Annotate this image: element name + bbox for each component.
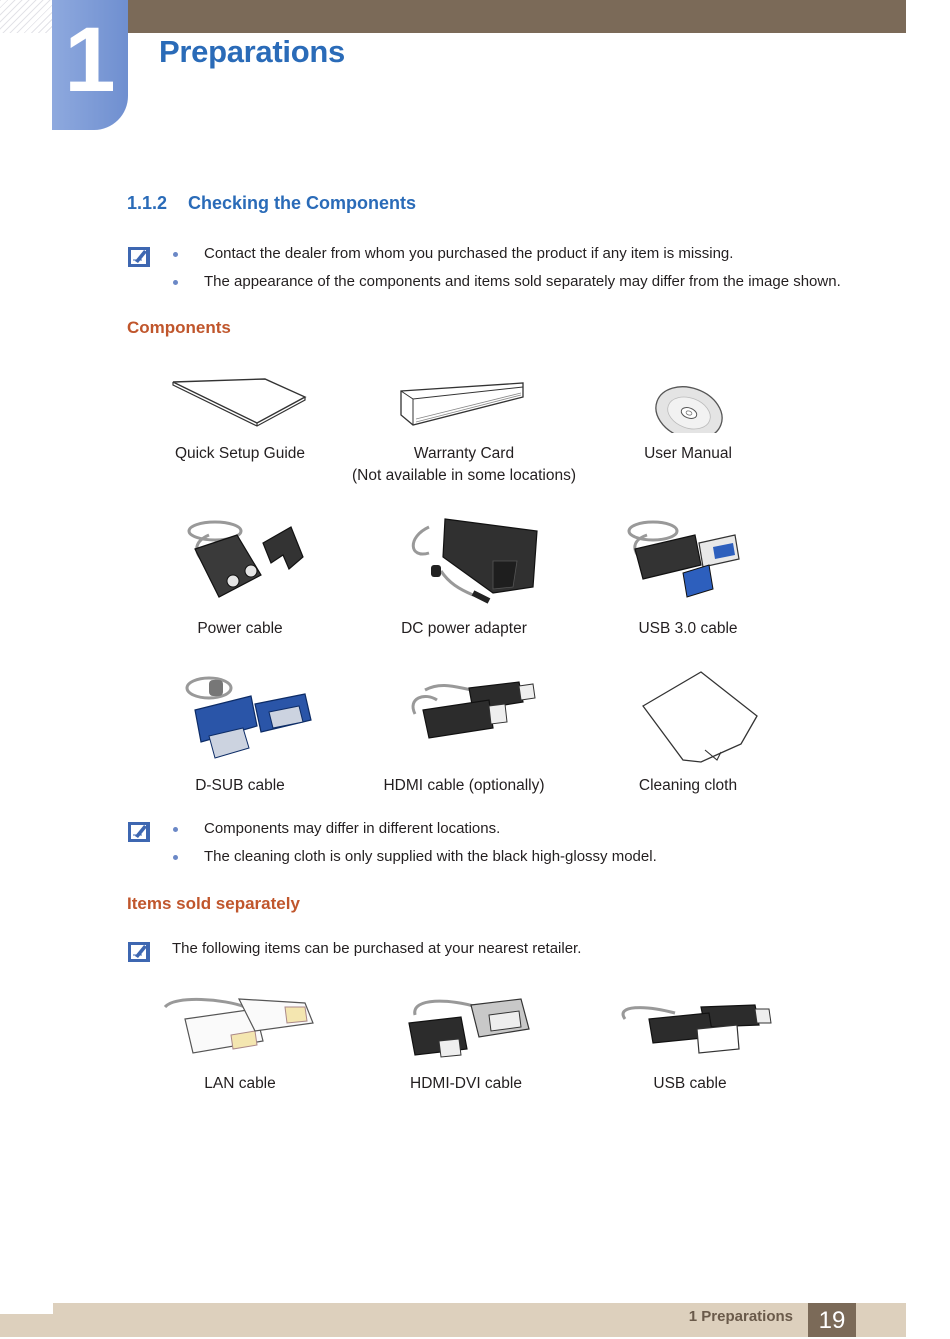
note-item: Contact the dealer from whom you purchased the product if any item is missing.	[171, 240, 841, 268]
component-power-cable	[140, 513, 340, 640]
note-icon	[128, 940, 151, 963]
accessory-label: HDMI-DVI cable	[410, 1075, 522, 1092]
component-quick-setup-guide	[140, 375, 340, 465]
note-item: The cleaning cloth is only supplied with the black high-glossy model.	[171, 843, 657, 871]
dsub-cable-icon	[165, 670, 315, 765]
note-item: The appearance of the components and items sold separately may differ from the image shown.	[171, 268, 841, 296]
header-bar	[128, 0, 906, 33]
footer-strip	[0, 1314, 53, 1337]
component-usb3-cable	[588, 513, 788, 640]
warranty-card-icon	[389, 375, 539, 433]
cleaning-cloth-icon	[613, 670, 763, 765]
page-title: Preparations	[159, 34, 345, 69]
note-icon	[128, 245, 151, 268]
component-label: D-SUB cable	[195, 777, 285, 794]
hdmi-cable-icon	[389, 670, 539, 765]
section-heading	[127, 193, 416, 214]
accessory-label: USB cable	[653, 1075, 727, 1092]
accessory-lan-cable	[140, 993, 340, 1095]
usb3-cable-icon	[613, 513, 763, 608]
chapter-number-tab: 1	[52, 0, 128, 130]
component-label: DC power adapter	[401, 620, 527, 637]
page-number: 19	[808, 1303, 856, 1337]
intro-note-list	[171, 240, 841, 296]
items-sold-separately-heading: Items sold separately	[127, 894, 300, 913]
accessory-label: LAN cable	[204, 1075, 276, 1092]
component-label: HDMI cable (optionally)	[383, 777, 545, 794]
components-heading: Components	[127, 318, 231, 337]
component-label: USB 3.0 cable	[638, 620, 738, 637]
component-label: Warranty Card	[413, 445, 515, 462]
retailer-note: The following items can be purchased at your nearest retailer.	[172, 940, 582, 957]
note-icon	[128, 820, 151, 843]
component-label: Cleaning cloth	[638, 777, 738, 794]
booklet-icon	[165, 375, 315, 433]
component-hdmi-cable	[364, 670, 564, 797]
footer-chapter-label: 1 Preparations	[688, 1308, 793, 1325]
power-cable-icon	[165, 513, 315, 608]
cd-icon	[613, 375, 763, 433]
section-title: Checking the Components	[188, 193, 417, 213]
accessory-usb-cable	[590, 993, 790, 1095]
section-number: 1.1.2	[127, 193, 168, 213]
components-note-list	[171, 815, 657, 871]
component-sublabel: (Not available in some locations)	[352, 467, 576, 484]
component-label: Power cable	[197, 620, 283, 637]
note-item: Components may differ in different locations.	[171, 815, 657, 843]
component-user-manual	[588, 375, 788, 465]
header-hatch	[0, 0, 52, 33]
component-label: User Manual	[644, 445, 732, 462]
component-dsub-cable	[140, 670, 340, 797]
usb-cable-icon	[605, 993, 775, 1063]
accessory-hdmi-dvi-cable	[366, 993, 566, 1095]
component-label: Quick Setup Guide	[174, 445, 306, 462]
component-cleaning-cloth	[588, 670, 788, 797]
hdmi-dvi-cable-icon	[381, 993, 551, 1063]
lan-cable-icon	[155, 993, 325, 1063]
component-dc-power-adapter	[364, 513, 564, 640]
component-warranty-card	[344, 375, 584, 487]
power-adapter-icon	[389, 513, 539, 608]
